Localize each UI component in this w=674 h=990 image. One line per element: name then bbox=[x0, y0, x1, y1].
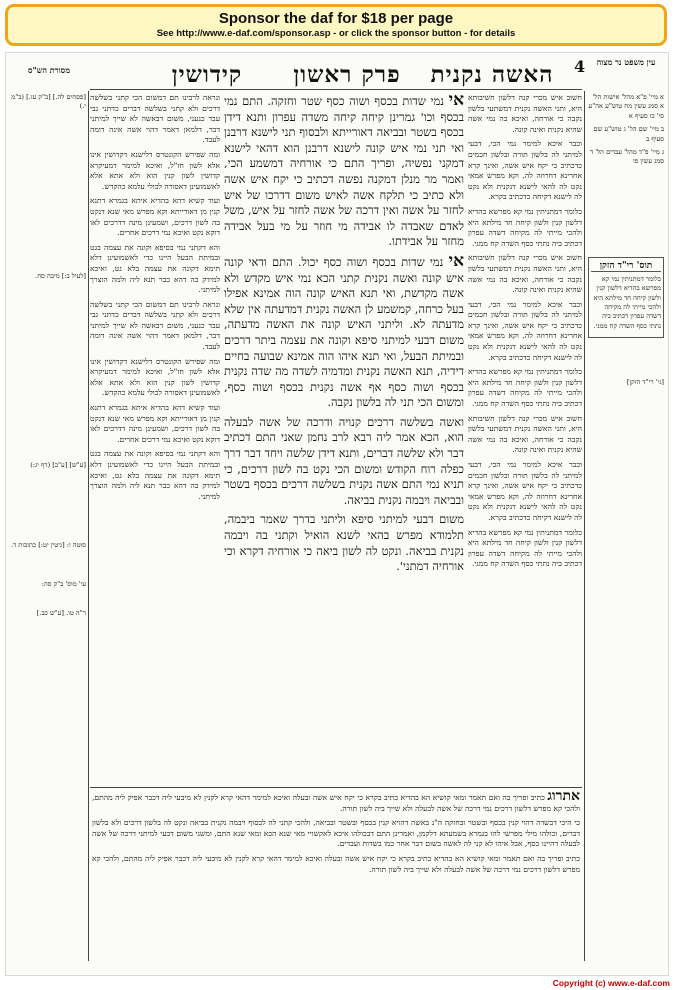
rashi-paragraph: חשוב איש מכרי קנה דלשון חשיבותא היא, ותני האשה נקנית דמשתעי בלשון נקבה כי אורחה, ואיכא בה נמי אשה שהיא נקנית ואינה קונה. bbox=[468, 413, 582, 455]
margin-reference: ב מיי' שם הל' ג טוש"ע שם סעיף ב bbox=[593, 125, 664, 143]
sponsor-subtitle[interactable]: See http://www.e-daf.com/sponsor.asp - or click the sponsor button - for details bbox=[156, 28, 516, 39]
margin-reference: ר"ה טו. [ע"ש כב.] bbox=[36, 609, 86, 618]
margin-reference: עי' מוס' ב"ק סה: bbox=[41, 580, 86, 589]
bottom-paragraph: כתיב ופריך בה ואם תאמר ומאי קושיא הא בהדיא כתיב בקרא כי יקח איש אשה ובעלה ואיכא למימר דהאי קרא לקנין לא מיבעי ליה דכבר אפיק ליה מהתם, ולהכי קא מפרש דלשון דרכים נמי דרכה של אשה לבעלה ולא שייך ביה לשון תורה. bbox=[92, 793, 580, 813]
main-title: האשה נקנית bbox=[430, 61, 554, 88]
sponsor-banner[interactable] bbox=[5, 4, 667, 46]
rashi-paragraph: כלומר דמתניתין נמי קא מפרשא בהדיא דלשון קנין ולשון קיחה חד מילתא היא ולהכי מייתי לה מקיחה דשדה עפרון דכתיב ביה נתתי כסף השדה קח ממני. bbox=[468, 367, 582, 409]
tosafot-paragraph: ונראה לרבינו תם דמשום הכי קתני בשלשה דרכים ולא קתני בשלשה דברים כדתני גבי עבד כנעני, משום דבאשה לא שייך למיתני דבר, דלמאן דאמר דהוי אשה אינה דומה לעבד. bbox=[90, 93, 220, 145]
main-paragraph: משום דבעי למיתני סיפא וליתני בדרך שאמר ביבמה, תלמודא מפרש בהאי לשנא הואיל וקתני בה ויבמה נקנית בביאה. ונקט לה לשון ביאה כי אורחיה דקרא וכי אורחיה דמתני'. bbox=[224, 512, 464, 574]
margin-reference: א מיי' פ"א מהל' אישות הל' א סמג עשין מח טוש"ע אה"ע סי' כו סעיף א bbox=[588, 93, 664, 120]
tosafot-paragraph: ומה שפירש הקונטרס דלישנא דקדושין אינו אלא לשון חז"ל, ואיכא למימר דמעיקרא קדושין לשון קנין הוא ולא אתא אלא לאשמועינן דאסורה לכולי עלמא כהקדש. bbox=[90, 356, 220, 398]
tosafot-rid-title: תוס' רי"ד הזקן bbox=[591, 260, 661, 272]
column-divider bbox=[584, 91, 585, 961]
right-margin-references bbox=[588, 93, 664, 793]
margin-reference: [פסחים לה.] [ב"ק עז.] (ב"מ י.) bbox=[11, 93, 86, 111]
tosafot-paragraph: ונראה לרבינו תם דמשום הכי קתני בשלשה דרכים ולא קתני בשלשה דברים כדתני גבי עבד כנעני, משום דבאשה לא שייך למיתני דבר, דלמאן דאמר דהוי אשה אינה דומה לעבד. bbox=[90, 299, 220, 352]
rashi-paragraph: חשוב איש מכרי קנה דלשון חשיבותא היא, ותני האשה נקנית דמשתעי בלשון נקבה כי אורחה, ואיכא בה נמי אשה שהיא נקנית ואינה קונה. bbox=[468, 253, 582, 295]
right-margin-title: עין משפט נר מצוה bbox=[596, 57, 656, 67]
copyright-link[interactable]: Copyright (c) www.e-daf.com bbox=[552, 978, 670, 988]
rashi-paragraph: חשוב איש מכרי קנה דלשון חשיבותא היא, ותני האשה נקנית דמשתעי בלשון נקבה כי אורחה, ואיכא בה נמי אשה שהיא נקנית ואינה קונה. bbox=[468, 93, 582, 134]
header-rule bbox=[90, 89, 582, 90]
chapter-title: פרק ראשון bbox=[293, 61, 401, 88]
tosafot-column bbox=[90, 93, 220, 783]
sponsor-title[interactable]: Sponsor the daf for $18 per page bbox=[218, 10, 454, 27]
margin-reference: [לעיל ב:] מיבה סח. bbox=[35, 271, 86, 280]
main-lead-word: אי bbox=[448, 93, 464, 110]
main-paragraph: נמי שדות בכסף ושוה כסף יכול. התם ודאי קונה איש קונה ואשה נקנית קתני הכא נמי איש מקדש ולא אשה מקדשת, ואי תנא האיש קונה הוה אמינא אפילו בעל כרחה, קמשמע לן האשה נקנית דמדעתה אין שלא מדעתה לא. וליתני האיש קונה את האשה מדעתה, משום דבעי למיתני סיפא וקונה את עצמה ביתר דרכים ובמיתת הבעל, ואי תנא איהו הוה אמינא שבועה בחיים דידיה, תנא האשה נקנית ומדמיה לשדה מה שדה נקנית בכסף ושוה כסף אף אשה נקנית בכסף ושוה כסף, ומשום הכי תני לה בלשון נקבה. bbox=[224, 254, 464, 410]
main-paragraph: נמי שדות בכסף ושוה כסף שטר וחזקה. התם נמי בכסף וכו' גמרינן קיחה קיחה משדה עפרון ותנא דידן בכסף בשטר ובביאה דאורייתא ולבסוף תני לישנא דרבנן ואי תני נמי איש קונה לישנא דרבנן הוא דהאי לישנא דמקני נפשיה, ופריך התם כי אורחיה דמשמע הכי, ואמר מר מנלן דמקנה נפשה דכתיב כי יקח איש אשה ולא כתיב כי תלקח אשה לאיש משום דדרכו של איש לחזר על אשה ואין דרכה של אשה לחזר על איש, משל לאדם שאבדה לו אבידה מי חוזר על מי בעל אבידה מחזר על אבידתו. bbox=[224, 94, 464, 249]
tosafot-rid-box bbox=[588, 257, 664, 338]
rashi-paragraph: כלומר דמתניתין נמי קא מפרשא בהדיא דלשון קנין ולשון קיחה חד מילתא היא ולהכי מייתי לה מקיחה דשדה עפרון דכתיב ביה נתתי כסף השדה קח ממני. bbox=[468, 527, 582, 569]
margin-reference: ג מיי' פ"ד מהל' עבדים הל' ד סמג עשין פו bbox=[590, 148, 664, 166]
tosafot-paragraph: ומה שפירש הקונטרס דלישנא דקדושין אינו אלא לשון חז"ל, ואיכא למימר דמעיקרא קדושין לשון קנין הוא ולא אתא אלא לאשמועינן דאסורה לכולי עלמא כהקדש. bbox=[90, 149, 220, 191]
margin-reference: [ע"ש] [ע"ב] (דף יג:) bbox=[30, 461, 86, 470]
main-text-column bbox=[224, 93, 464, 783]
left-margin-title: מסורת הש"ס bbox=[28, 65, 70, 75]
rashi-paragraph: כלומר דמתניתין נמי קא מפרשא בהדיא דלשון קנין ולשון קיחה חד מילתא היא ולהכי מייתי לה מקיחה דשדה עפרון דכתיב ביה נתתי כסף השדה קח ממני. bbox=[468, 206, 582, 248]
section-divider bbox=[90, 787, 582, 788]
tosafot-paragraph: ועוד קשיא דהא בהדיא איתא בגמרא דתנא קנין מן דאורייתא וקא מפרש מאי שנא דנקט בה לשון דרכים, ושמעינן מינה דדרכים לאו דוקא נקט ואיכא נמי דרכים אחרים. bbox=[90, 196, 220, 238]
tosafot-paragraph: והא דקתני נמי בסיפא וקונה את עצמה בגט ובמיתת הבעל היינו כדי לאשמועינן דלא תימא דקונה את עצמה בלא גט, ואיכא למידק בה דהא כבר תנא ליה ולמה הוצרך למיתני. bbox=[90, 449, 220, 501]
main-paragraph: ואשה בשלשה דרכים קנויה ודרכה של אשה לבעלה הוא, הכא אמר ליה רבא לרב נחמן שאני התם דכתיב דבר ולא שלשה דברים, ותנא דידן שלשה ויחד דבר דרך כפלה רוח הקודש ומשום הכי נקט בה לשון דרכים, כי תניא נמי התם אשה נקנית בשלשה דרכים בכסף בשטר ובביאה ויבמה נקנית בביאה. bbox=[224, 414, 464, 507]
bottom-paragraph: כתיב ופריך בה ואם תאמר ומאי קושיא הא בהדיא כתיב בקרא כי יקח איש אשה ובעלה ואיכא למימר דהאי קרא לקנין לא מיבעי ליה דכבר אפיק ליה מהתם, ולהכי קא מפרש דלשון דרכים נמי דרכה של אשה לבעלה ולא שייך ביה לשון תורה. bbox=[92, 853, 580, 874]
bottom-lead-word: אתרוג bbox=[547, 791, 580, 804]
rashi-paragraph: וכבר איכא למימר נמי הכי, דבעי למיתני לה בלשון תורה ובלשון חכמים כדכתיב כי יקח איש אשה, ואינך קרא אחרינא דחרוזה לה, וקא מפרש אמאי נקט לה להאי לישנא דנקנית ולא נקט לה לישנא דקיחה כדכתיב בקרא. bbox=[468, 299, 582, 362]
tractate-title: קידושין bbox=[171, 61, 243, 88]
margin-reference: סוטה ו: [גיטין יט:] כתובות ד. bbox=[10, 540, 86, 549]
bottom-commentary bbox=[92, 791, 580, 961]
tosafot-paragraph: והא דקתני נמי בסיפא וקונה את עצמה בגט ובמיתת הבעל היינו כדי לאשמועינן דלא תימא דקונה את עצמה בלא גט, ואיכא למידק בה דהא כבר תנא ליה ולמה הוצרך למיתני. bbox=[90, 242, 220, 295]
rashi-column bbox=[468, 93, 582, 783]
rashi-paragraph: וכבר איכא למימר נמי הכי, דבעי למיתני לה בלשון תורה ובלשון חכמים כדכתיב כי יקח איש אשה, ואינך קרא אחרינא דחרוזה לה, וקא מפרש אמאי נקט לה להאי לישנא דנקנית ולא נקט לה לישנא דקיחה כדכתיב בקרא. bbox=[468, 139, 582, 202]
main-lead-word: אי bbox=[448, 250, 464, 271]
column-divider bbox=[88, 91, 89, 961]
tosafot-paragraph: ועוד קשיא דהא בהדיא איתא בגמרא דתנא קנין מן דאורייתא וקא מפרש מאי שנא דנקט בה לשון דרכים, ושמעינן מינה דדרכים לאו דוקא נקט ואיכא נמי דרכים אחרים. bbox=[90, 403, 220, 444]
margin-reference: [גי' רי"ד הזקן] bbox=[626, 378, 664, 387]
bottom-paragraph: כי היכי דבשדה דהוי קנין בכסף ובשטר ובחזקה ה"נ באשה דהויא קנין בכסף ובשטר ובביאה, ולהכי קתני לה לבסוף ויבמה נקנית בביאה ונקט לה בלשון דרכים ולא בלשון דברים, וכולהו מילי מפרשי להו בגמרא בשמעתא דלקמן, ואמרינן התם דבכולהו איכא לאקשויי מאי שנא הכא ומאי שנא התם, ומשני משום דבעי למיתני דרכה של אשה לבעלה דהיינו כסף, אבל איהו לא קני לה לאשה בשום דבר אחר כמו בשדות ועבדים. bbox=[92, 818, 580, 849]
talmud-page bbox=[5, 52, 669, 976]
tosafot-rid-text: כלומר דמתניתין נמי קא מפרשא בהדיא דלשון קנין ולשון קיחה חד מילתא היא ולהכי מייתי לה מקיחה דשדה עפרון דכתיב ביה נתתי כסף השדה קח ממני. bbox=[593, 274, 661, 330]
rashi-paragraph: וכבר איכא למימר נמי הכי, דבעי למיתני לה בלשון תורה ובלשון חכמים כדכתיב כי יקח איש אשה, ואינך קרא אחרינא דחרוזה לה, וקא מפרש אמאי נקט לה להאי לישנא דנקנית ולא נקט לה לישנא דקיחה כדכתיב בקרא. bbox=[468, 460, 582, 522]
page-number: 4 bbox=[574, 57, 586, 76]
left-margin-references bbox=[10, 93, 86, 793]
